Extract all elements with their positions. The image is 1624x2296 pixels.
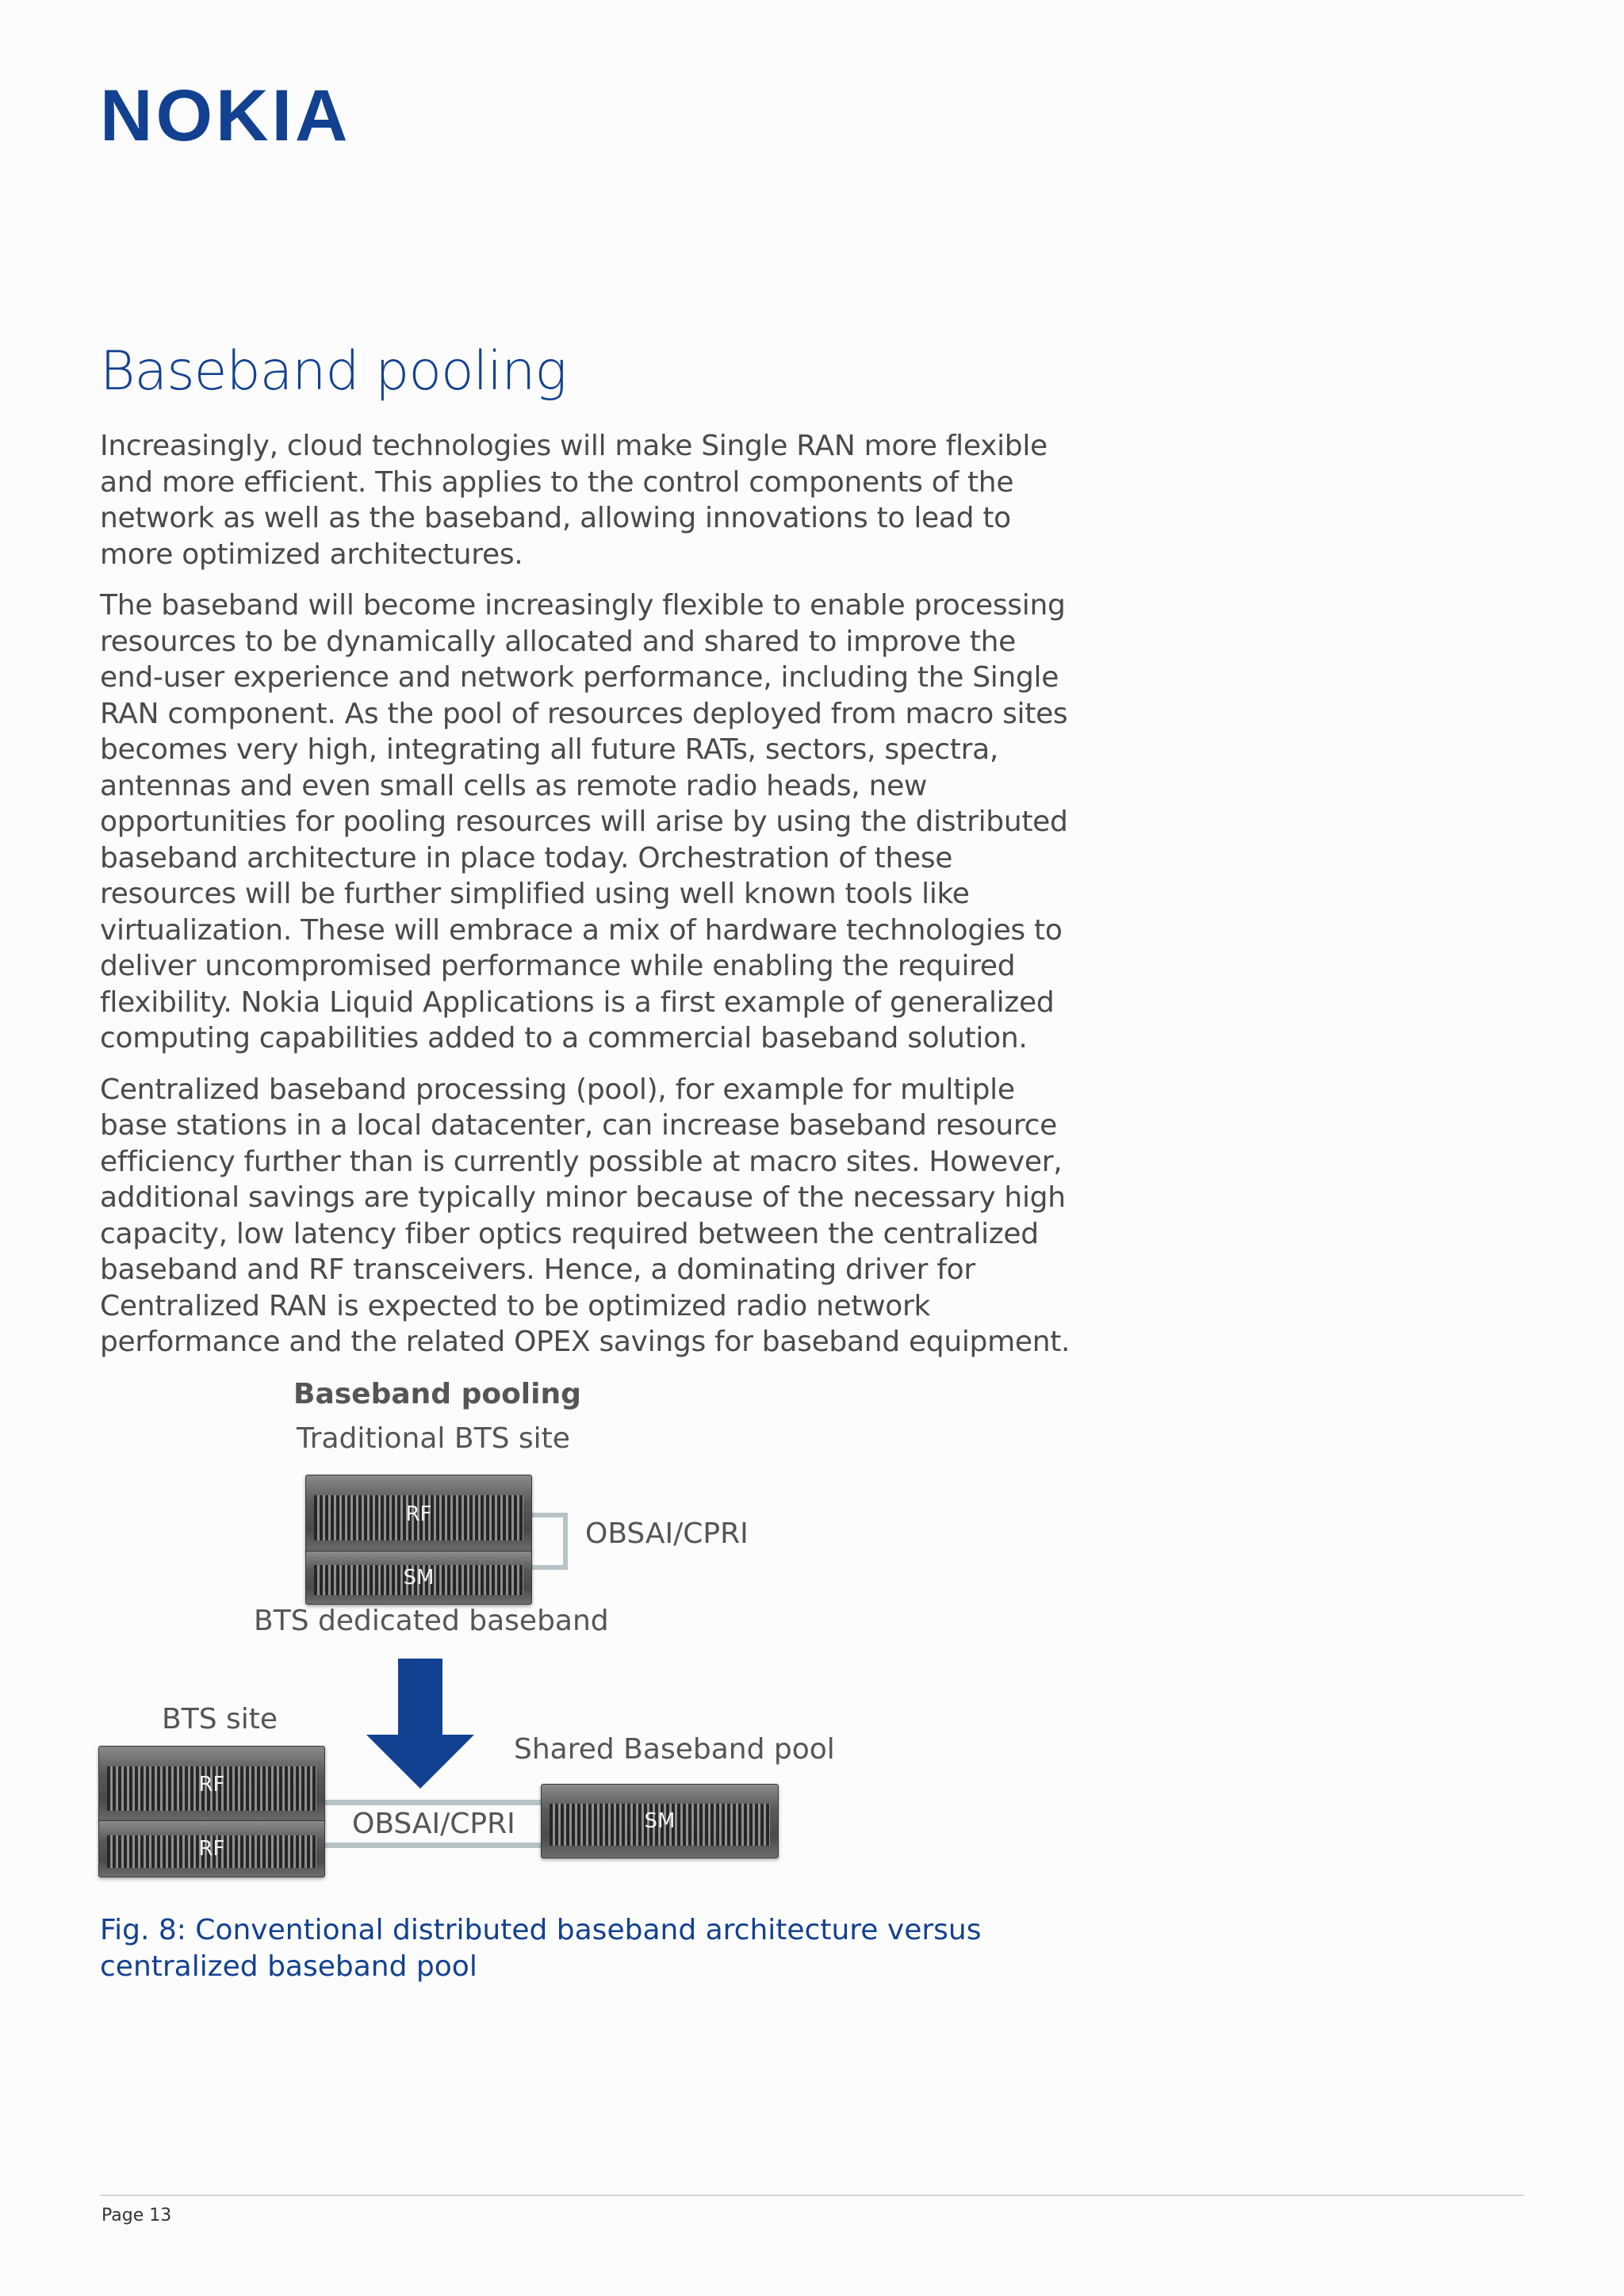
shared-baseband-pool-label: Shared Baseband pool [514,1733,835,1766]
fiber-link-lower [322,1843,544,1848]
sm-unit [305,1551,532,1605]
section-title: Baseband pooling [100,340,567,403]
connector-top-sm [530,1565,568,1570]
fiber-link-upper [322,1800,544,1805]
bts-dedicated-baseband-label: BTS dedicated baseband [254,1605,609,1637]
rf-unit [305,1475,532,1554]
bts-site-label: BTS site [162,1703,278,1735]
page-number: Page 13 [102,2206,172,2225]
traditional-bts-site-label: Traditional BTS site [297,1422,570,1455]
nokia-logo: NOKIA [100,75,351,156]
footer-divider [100,2195,1524,2196]
rf-unit [98,1746,325,1823]
rf-unit [98,1820,325,1877]
paragraph-3: Centralized baseband processing (pool), for example for multiple base stations in a local datacenter, can increase baseband resource efficiency further than is currently possible at macro sites. However, additional savings are typically minor because of the necessary high capacity, low latency fiber optics required between the centralized baseband and RF transceivers. Hence, a dominating driver for Centralized RAN is expected to be optimized radio network performance and the related OPEX savings for baseband equipment. [100,1073,1071,1358]
rf-unit-label: RF [198,1773,225,1797]
paragraph-1: Increasingly, cloud technologies will make Single RAN more flexible and more efficient. This applies to the control components of the network as well as the baseband, allowing innovations to lead to more optimized architectures. [100,430,1048,571]
rf-unit-label: RF [405,1502,432,1526]
down-arrow-icon [363,1659,477,1790]
connector-top-vertical [563,1513,568,1570]
figure-caption: Fig. 8: Conventional distributed baseband architecture versus centralized baseband pool [100,1914,982,1983]
sm-unit-label: SM [644,1809,676,1833]
connector-top-rf [530,1513,568,1517]
paragraph-2: The baseband will become increasingly flexible to enable processing resources to be dynamically allocated and shared to improve the end-user experience and network performance, including the Single RAN component. As the pool of resources deployed from macro sites becomes very high, integrating all future RATs, sectors, spectra, antennas and even small cells as remote radio heads, new opportunities for pooling resources will arise by using the distributed baseband architecture in place today. Orchestration of these resources will be further simplified using well known tools like virtualization. These will embrace a mix of hardware technologies to deliver uncompromised performance while enabling the required flexibility. Nokia Liquid Applications is a first example of generalized computing capabilities added to a commercial baseband solution. [100,589,1068,1054]
interface-label-bottom: OBSAI/CPRI [352,1808,515,1840]
body-text [100,428,1075,1376]
sm-unit-label: SM [403,1566,435,1590]
interface-label-top: OBSAI/CPRI [585,1517,749,1550]
figure-title: Baseband pooling [293,1378,581,1410]
sm-pool-unit [541,1784,779,1858]
rf-unit-label: RF [198,1837,225,1861]
